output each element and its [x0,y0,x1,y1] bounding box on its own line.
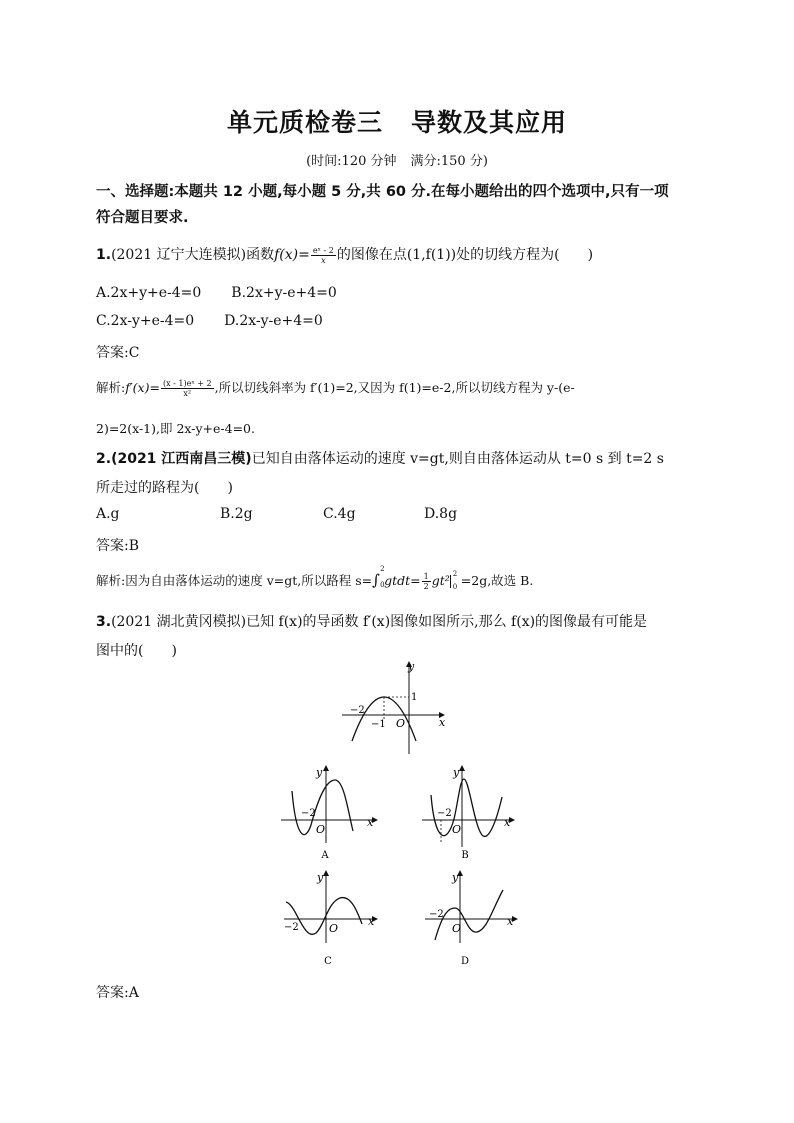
eval-upper: 2 [452,570,458,578]
tick-neg2: −2 [350,705,365,716]
question-2-answer: 答案:B [96,538,140,554]
solution-fraction [161,379,214,398]
y-label: y [453,766,460,779]
page-title [0,103,794,139]
x-label: x [368,915,375,928]
question-2-option-d: D.8g [424,506,458,522]
question-1-solution-line1 [96,378,575,398]
question-2-option-b: B.2g [220,506,253,522]
solution-text-c: gt² [431,573,450,588]
tick-one: 1 [411,692,418,703]
section-heading-line2: 符合题目要求. [96,210,189,226]
question-1-options-row1 [96,285,337,301]
question-1-text-c: f(1))处的切线方程为( ) [425,247,594,263]
question-3-text: 已知 f(x)的导函数 f′(x)图像如图所示,那么 f(x)的图像最有可能是 [246,614,648,630]
time-limit: (时间:120 分钟 [306,154,397,169]
tick-neg2: −2 [301,808,316,819]
derivative-graph [340,656,455,756]
integral-upper-limit: 2 [380,565,385,573]
y-label: y [452,871,459,884]
exam-subtitle [0,150,794,169]
fraction-denominator: x [321,255,326,265]
origin-label: O [452,823,462,836]
option-label: D [460,956,470,967]
question-1-source: (2021 辽宁大连模拟) [111,247,247,263]
option-b-graph [418,763,518,863]
title-part1: 单元质检卷三 [226,108,383,137]
question-1-options-row2 [96,313,323,329]
integral-symbol: ∫ [372,571,380,589]
question-3-number: 3. [96,614,112,630]
option-c-graph [282,868,382,968]
fraction-numerator: (x - 1)eˣ + 2 [162,379,212,388]
x-label: x [439,716,446,729]
solution-derivative: f′(x)= [125,380,160,395]
solution-label: 解析: [96,573,126,588]
question-2-source: (2021 江西南昌三模) [111,451,252,467]
y-label: y [317,871,324,884]
question-1-text-a: 函数 [246,247,275,263]
solution-text-a: 因为自由落体运动的速度 v=gt,所以路程 s= [125,573,373,588]
question-3-source: (2021 湖北黄冈模拟) [111,614,247,630]
question-1-option-d: D.2x-y-e+4=0 [224,313,323,329]
x-label: x [504,816,511,829]
question-3-answer: 答案:A [96,985,139,1001]
title-part2: 导数及其应用 [411,108,568,137]
fraction-denominator: x² [183,389,192,398]
section-heading-line1: 一、选择题:本题共 12 小题,每小题 5 分,共 60 分.在每小题给出的四个选项中,只有一项 [96,184,669,200]
question-1-solution-line2: 2)=2(x-1),即 2x-y+e-4=0. [96,421,255,436]
option-label: B [461,850,469,861]
option-a-graph [281,763,381,863]
question-2-solution [96,565,534,591]
full-score: 满分:150 分) [410,154,488,169]
integral-sign [372,565,385,589]
question-1-function: f(x)= [274,247,310,263]
question-1-option-c: C.2x-y+e-4=0 [96,313,195,329]
one-half-fraction [422,572,431,591]
option-label: C [324,956,332,967]
evaluation-bar [450,570,461,591]
question-1-option-b: B.2x+y-e+4=0 [231,285,337,301]
question-3-stem-line1 [96,611,647,631]
tick-neg1: −1 [371,719,386,730]
option-d-curve [435,890,503,940]
question-2-text: 已知自由落体运动的速度 v=gt,则自由落体运动从 t=0 s 到 t=2 s [251,451,664,467]
y-label: y [408,660,415,673]
question-3-stem-line2: 图中的( ) [96,643,177,659]
question-2-option-a: A.g [96,506,120,522]
integral-lower-limit: 0 [380,581,385,589]
question-1-text-b: 的图像在点(1, [336,247,426,263]
question-1-number: 1. [96,247,112,263]
question-1-option-a: A.2x+y+e-4=0 [96,285,202,301]
question-2-stem-line1 [96,448,664,468]
fraction-denominator: 2 [423,582,429,591]
solution-label: 解析: [96,380,126,395]
origin-label: O [329,922,339,935]
question-1-fraction [311,246,336,265]
tick-neg2: −2 [284,922,299,933]
question-2-stem-line2: 所走过的路程为( ) [96,480,233,496]
option-d-graph [421,868,521,968]
question-1-answer: 答案:C [96,345,140,361]
y-label: y [316,766,323,779]
question-2-option-c: C.4g [323,506,356,522]
origin-label: O [396,717,406,730]
fraction-numerator: 1 [423,572,429,581]
x-label: x [507,915,514,928]
solution-text-d: =2g,故选 B. [460,573,534,588]
option-label: A [321,850,329,861]
origin-label: O [316,823,326,836]
solution-text-b: gtdt= [384,573,421,588]
x-label: x [367,816,374,829]
fraction-numerator: eˣ - 2 [312,245,334,255]
question-1-stem [96,244,593,265]
tick-neg2: −2 [429,909,444,920]
question-2-number: 2. [96,451,112,467]
origin-label: O [452,922,462,935]
eval-lower: 0 [452,583,458,591]
tick-neg2: −2 [437,808,452,819]
solution-text: ,所以切线斜率为 f′(1)=2,又因为 f(1)=e-2,所以切线方程为 y-(e- [214,380,575,395]
